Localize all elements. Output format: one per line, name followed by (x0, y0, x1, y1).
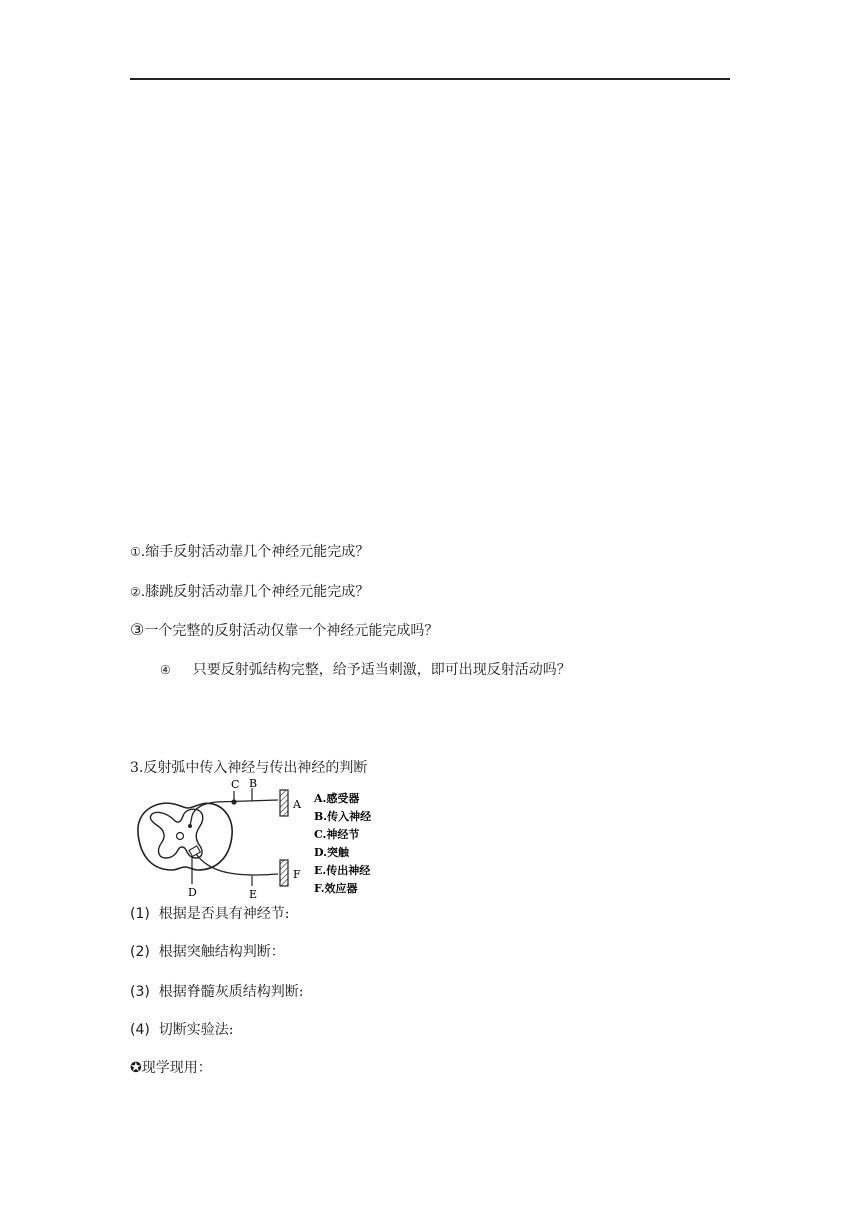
practice-heading-text: 现学现用： (141, 1060, 212, 1076)
legend-item: A.感受器 (314, 792, 360, 805)
criterion-text: 切断实验法: (158, 1022, 234, 1038)
question-text: .缩手反射活动靠几个神经元能完成？ (140, 544, 370, 560)
label-f: F (293, 868, 301, 881)
legend-item: E.传出神经 (314, 864, 371, 877)
question-marker: ④ (160, 663, 171, 677)
legend-item: B.传入神经 (314, 810, 372, 823)
question-3 (130, 620, 438, 641)
legend-item: D.突触 (314, 846, 349, 859)
practice-heading (130, 1058, 212, 1078)
question-text: 只要反射弧结构完整，给予适当刺激，即可出现反射活动吗？ (192, 662, 571, 678)
question-4 (160, 660, 571, 680)
gray-matter (150, 809, 202, 858)
question-marker: ③ (130, 620, 145, 639)
question-marker: ② (130, 585, 141, 599)
question-2 (130, 582, 369, 602)
criterion-2 (130, 942, 285, 962)
criterion-number: (2) (130, 944, 150, 960)
neuron-cell-body (188, 824, 192, 828)
question-marker: ① (130, 545, 141, 559)
section-title: 3.反射弧中传入神经与传出神经的判断 (130, 760, 368, 776)
label-d: D (188, 886, 197, 899)
criterion-1 (130, 904, 289, 924)
reflex-arc-diagram (128, 778, 388, 900)
criterion-3 (130, 982, 303, 1002)
criterion-4 (130, 1020, 233, 1040)
label-c: C (231, 778, 240, 791)
label-e: E (249, 888, 258, 900)
legend-item: F.效应器 (314, 882, 358, 895)
ganglion (231, 799, 236, 804)
header-rule (130, 78, 730, 80)
criterion-number: (3) (130, 984, 150, 1000)
criterion-text: 根据是否具有神经节: (158, 906, 290, 922)
efferent-nerve (196, 854, 278, 875)
criterion-text: 根据突触结构判断： (158, 944, 285, 960)
criterion-text: 根据脊髓灰质结构判断: (158, 984, 304, 1000)
label-a: A (293, 798, 301, 811)
criterion-number: (4) (130, 1022, 150, 1038)
legend-item: C.神经节 (314, 828, 360, 841)
question-text: 一个完整的反射活动仅靠一个神经元能完成吗？ (144, 623, 439, 639)
central-canal (177, 833, 184, 840)
synapse (189, 846, 200, 857)
question-text: .膝跳反射活动靠几个神经元能完成？ (140, 584, 370, 600)
effector (280, 860, 288, 886)
label-b: B (249, 778, 258, 790)
question-1 (130, 542, 369, 562)
receptor (280, 790, 288, 816)
star-icon: ✪ (130, 1060, 142, 1076)
criterion-number: (1) (130, 906, 150, 922)
